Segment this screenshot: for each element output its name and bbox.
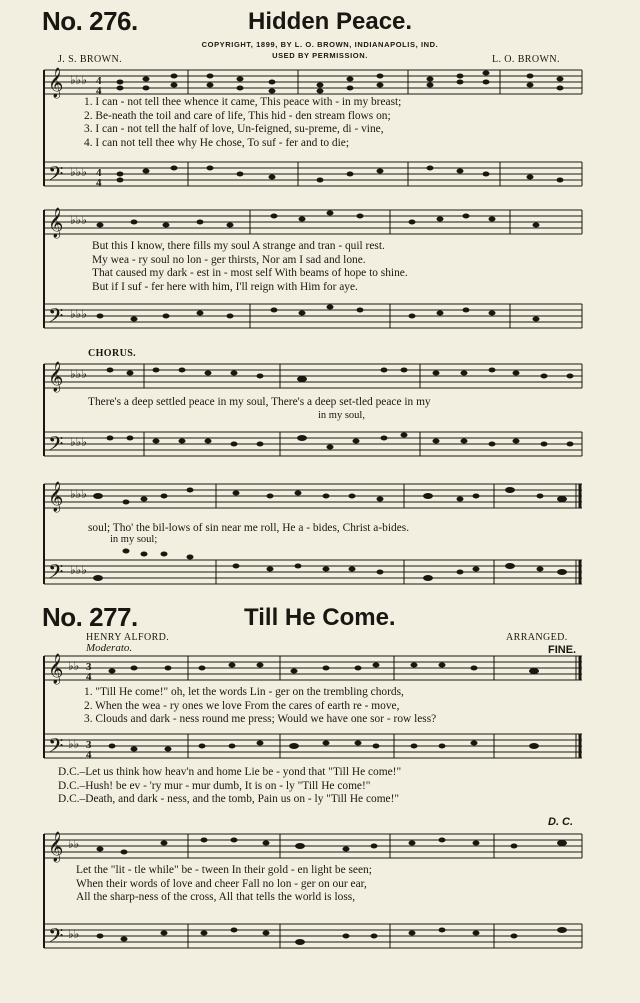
svg-text:𝄞: 𝄞: [48, 654, 64, 683]
tempo-marking: Moderato.: [86, 642, 133, 654]
lyric-line: 1. "Till He come!" oh, let the words Lin - ger on the trembling chords,: [84, 686, 404, 698]
lyric-line: 3. Clouds and dark - ness round me press; Would we have one sor - row less?: [84, 713, 437, 725]
hymn-number-2: No. 277.: [42, 602, 138, 632]
svg-text:𝄞: 𝄞: [48, 832, 64, 861]
verse-lyrics-3: [84, 686, 584, 727]
lyric-line: That caused my dark - est in - most self With beams of hope to shine.: [92, 267, 408, 279]
svg-text:𝄢: 𝄢: [48, 926, 64, 952]
svg-text:3: 3: [86, 661, 92, 673]
hymn-number: No. 276.: [42, 6, 138, 36]
svg-text:𝄞: 𝄞: [48, 208, 64, 237]
arranger-credit: ARRANGED.: [506, 632, 568, 643]
dc-lyrics: [58, 766, 578, 807]
lyric-line: 4. I can not tell thee why He chose, To suf - fer and to die;: [84, 136, 350, 149]
verse-lyrics-1-line: [84, 96, 584, 150]
svg-text:4: 4: [96, 167, 102, 179]
svg-text:𝄢: 𝄢: [48, 164, 64, 190]
svg-text:4: 4: [96, 85, 102, 97]
svg-text:♭♭♭: ♭♭♭: [70, 73, 87, 87]
lyric-line: But if I suf - fer here with him, I'll reign with Him for aye.: [92, 280, 358, 293]
svg-text:𝄢: 𝄢: [48, 736, 64, 762]
svg-text:𝄢: 𝄢: [48, 306, 64, 332]
lyricist-credit: J. S. BROWN.: [58, 54, 122, 65]
svg-text:4: 4: [86, 749, 92, 761]
svg-text:♭♭: ♭♭: [68, 659, 80, 673]
chorus-echo-2: in my soul;: [110, 534, 158, 545]
svg-text:𝄞: 𝄞: [48, 362, 64, 391]
author-credit: HENRY ALFORD.: [86, 632, 170, 643]
svg-text:3: 3: [86, 739, 92, 751]
composer-credit: L. O. BROWN.: [492, 54, 560, 65]
lyric-line: 3. I can - not tell the half of love, Un-feigned, su-preme, di - vine,: [84, 123, 384, 135]
music-system-3: [40, 358, 586, 468]
svg-text:♭♭♭: ♭♭♭: [70, 563, 87, 577]
copyright-notice: COPYRIGHT, 1899, BY L. O. BROWN, INDIANAPOLIS, IND.: [201, 40, 439, 49]
hymn-title-2: Till He Come.: [244, 604, 396, 631]
svg-text:4: 4: [96, 177, 102, 189]
svg-text:♭♭♭: ♭♭♭: [70, 435, 87, 449]
lyric-line: But this I know, there fills my soul A strange and tran - quil rest.: [92, 240, 385, 252]
svg-text:𝄢: 𝄢: [48, 562, 64, 588]
svg-text:♭♭♭: ♭♭♭: [70, 487, 87, 501]
svg-text:♭♭♭: ♭♭♭: [70, 165, 87, 179]
svg-text:𝄞: 𝄞: [48, 482, 64, 511]
lyric-line: All the sharp-ness of the cross, All that tells the world is loss,: [76, 891, 356, 903]
svg-text:♭♭: ♭♭: [68, 837, 80, 851]
lyric-line: 1. I can - not tell thee whence it came, This peace with - in my breast;: [84, 96, 402, 108]
svg-text:♭♭: ♭♭: [68, 737, 80, 751]
verse-lyrics-4: [76, 864, 596, 905]
svg-text:𝄢: 𝄢: [48, 434, 64, 460]
svg-text:♭♭: ♭♭: [68, 927, 80, 941]
svg-text:♭♭♭: ♭♭♭: [70, 367, 87, 381]
lyric-line: 2. When the wea - ry ones we love From the cares of earth re - move,: [84, 699, 400, 712]
lyric-line: When their words of love and cheer Fall no lon - ger on our ear,: [76, 877, 367, 890]
lyric-line: D.C.–Let us think how heav'n and home Lie be - yond that "Till He come!": [58, 766, 402, 778]
lyric-line: 2. Be-neath the toil and care of life, This hid - den stream flows on;: [84, 109, 391, 122]
chorus-echo-1: in my soul,: [318, 410, 365, 421]
chorus-label: CHORUS.: [88, 348, 137, 359]
svg-text:4: 4: [86, 671, 92, 683]
chorus-lyrics-2: soul; Tho' the bil-lows of sin near me roll, He a - bides, Christ a-bides.: [88, 522, 410, 534]
lyric-line: Let the "lit - tle while" be - tween In their gold - en light be seen;: [76, 864, 372, 876]
lyric-line: My wea - ry soul no lon - ger thirsts, Nor am I sad and lone.: [92, 253, 366, 266]
verse-lyrics-2: [92, 240, 592, 294]
svg-text:4: 4: [96, 75, 102, 87]
svg-text:𝄞: 𝄞: [48, 68, 64, 97]
chorus-lyrics-1: There's a deep settled peace in my soul, There's a deep set-tled peace in my: [88, 396, 431, 408]
fine-marking: FINE.: [548, 644, 577, 656]
svg-text:♭♭♭: ♭♭♭: [70, 307, 87, 321]
dc-marking: D. C.: [548, 816, 574, 828]
lyric-line: D.C.–Death, and dark - ness, and the tomb, Pain us on - ly "Till He come!": [58, 793, 400, 805]
permission-notice: USED BY PERMISSION.: [272, 51, 368, 60]
hymn-title: Hidden Peace.: [248, 8, 413, 35]
lyric-line: D.C.–Hush! be ev - 'ry mur - mur dumb, It is on - ly "Till He come!": [58, 779, 371, 792]
svg-text:♭♭♭: ♭♭♭: [70, 213, 87, 227]
